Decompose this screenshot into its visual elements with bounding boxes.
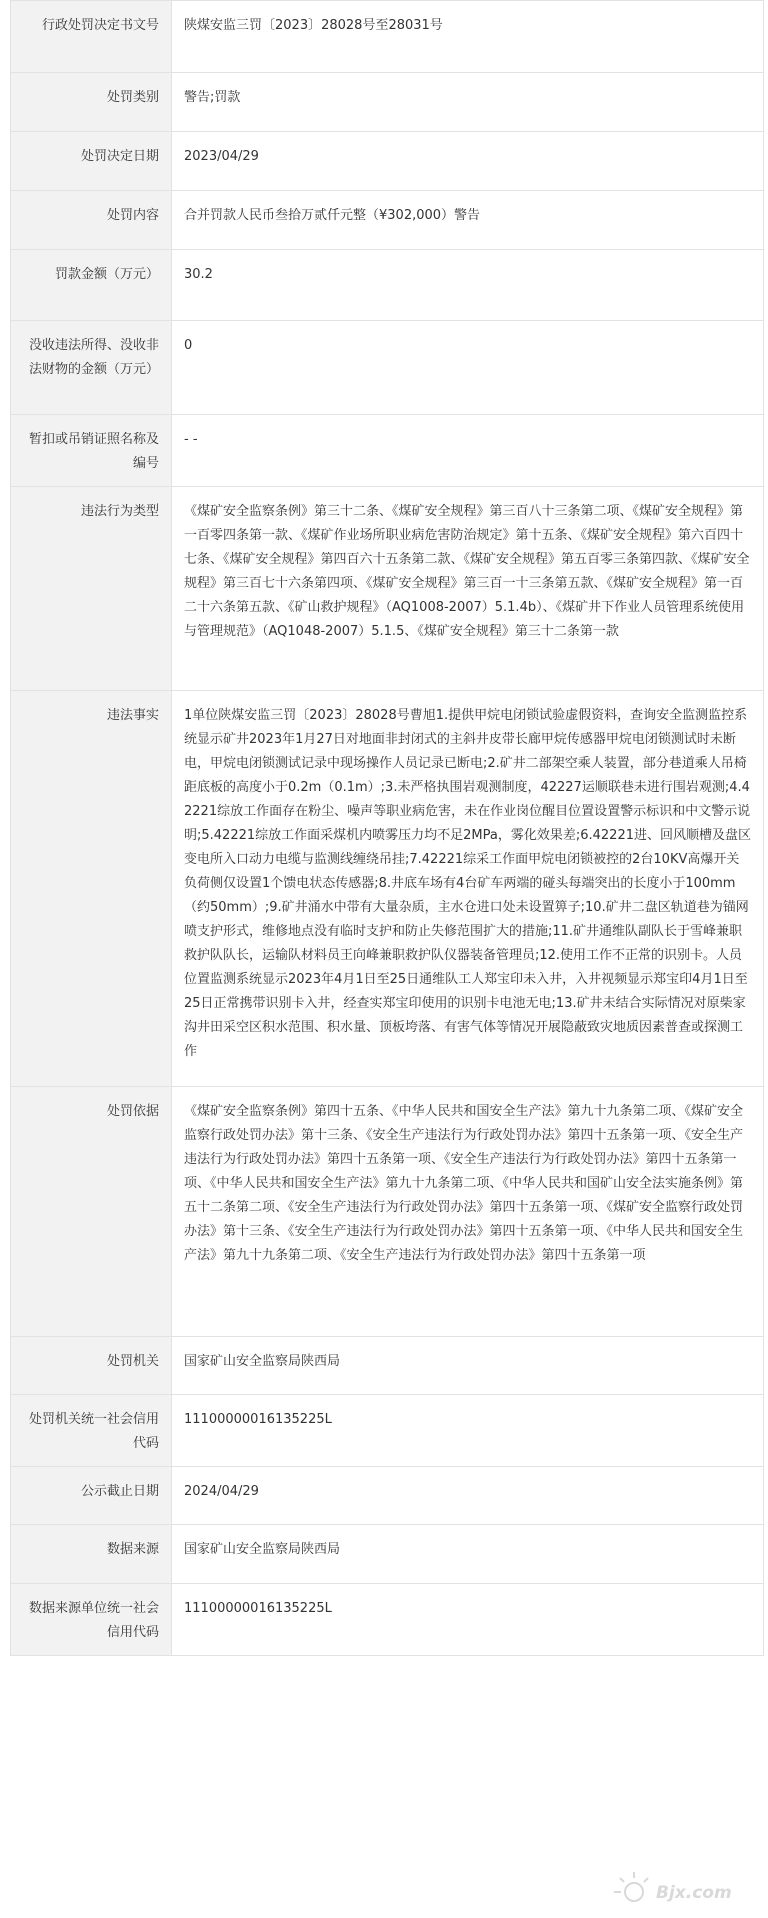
row-confiscation-amount <box>11 321 764 415</box>
label-violation-type: 违法行为类型 <box>11 487 172 691</box>
penalty-info-table <box>10 0 764 1656</box>
label-confiscation-amount: 没收违法所得、没收非法财物的金额（万元） <box>11 321 172 415</box>
row-decision-number <box>11 1 764 73</box>
label-violation-facts: 违法事实 <box>11 691 172 1087</box>
watermark-text: Bjx.com <box>656 1883 732 1903</box>
row-source-credit-code <box>11 1584 764 1656</box>
label-decision-number: 行政处罚决定书文号 <box>11 1 172 73</box>
value-publicity-deadline: 2024/04/29 <box>172 1467 764 1525</box>
row-fine-amount <box>11 250 764 321</box>
value-data-source: 国家矿山安全监察局陕西局 <box>172 1525 764 1584</box>
label-source-credit-code: 数据来源单位统一社会信用代码 <box>11 1584 172 1656</box>
row-violation-facts <box>11 691 764 1087</box>
value-decision-number: 陕煤安监三罚〔2023〕28028号至28031号 <box>172 1 764 73</box>
label-data-source: 数据来源 <box>11 1525 172 1584</box>
value-violation-facts: 1单位陕煤安监三罚〔2023〕28028号曹旭1.提供甲烷电闭锁试验虚假资料，查询安全监测监控系统显示矿井2023年1月27日对地面非封闭式的主斜井皮带长廊甲烷传感器甲烷电闭锁测试时未断电，甲烷电闭锁测试记录中现场操作人员记录已断电;2.矿井二部架空乘人装置，部分巷道乘人吊椅距底板的高度小于0.2m（0.1m）;3.未严格执围岩观测制度，42227运顺联巷未进行围岩观测;4.42221综放工作面存在粉尘、噪声等职业病危害，未在作业岗位醒目位置设置警示标识和中文警示说明;5.42221综放工作面采煤机内喷雾压力均不足2MPa，雾化效果差;6.42221进、回风顺槽及盘区变电所入口动力电缆与监测线缠绕吊挂;7.42221综采工作面甲烷电闭锁被控的2台10KV高爆开关负荷侧仅设置1个馈电状态传感器;8.井底车场有4台矿车两端的碰头每端突出的长度小于100mm（约50mm）;9.矿井涌水中带有大量杂质，主水仓进口处未设置箅子;10.矿井二盘区轨道巷为锚网喷支护形式，维修地点没有临时支护和防止失修范围扩大的措施;11.矿井通维队副队长于雪峰兼职救护队队长，运输队材料员王向峰兼职救护队仪器装备管理员;12.使用工作不正常的识别卡。人员位置监测系统显示2023年4月1日至25日通维队工人郑宝印未入井，入井视频显示郑宝印4月1日至25日正常携带识别卡入井，经查实郑宝印使用的识别卡电池无电;13.矿井未结合实际情况对原柴家沟井田采空区积水范围、积水量、顶板垮落、有害气体等情况开展隐蔽致灾地质因素普查或探测工作 <box>172 691 764 1087</box>
label-fine-amount: 罚款金额（万元） <box>11 250 172 321</box>
label-authority-credit-code: 处罚机关统一社会信用代码 <box>11 1395 172 1467</box>
label-penalty-content: 处罚内容 <box>11 191 172 250</box>
label-license-suspension: 暂扣或吊销证照名称及编号 <box>11 415 172 487</box>
row-penalty-authority <box>11 1337 764 1395</box>
value-authority-credit-code: 11100000016135225L <box>172 1395 764 1467</box>
sun-icon <box>614 1872 648 1901</box>
row-penalty-basis <box>11 1087 764 1337</box>
watermark-logo <box>612 1864 762 1916</box>
row-penalty-content <box>11 191 764 250</box>
label-publicity-deadline: 公示截止日期 <box>11 1467 172 1525</box>
label-penalty-category: 处罚类别 <box>11 73 172 132</box>
value-decision-date: 2023/04/29 <box>172 132 764 191</box>
value-penalty-category: 警告;罚款 <box>172 73 764 132</box>
row-penalty-category <box>11 73 764 132</box>
value-confiscation-amount: 0 <box>172 321 764 415</box>
label-decision-date: 处罚决定日期 <box>11 132 172 191</box>
value-license-suspension: - - <box>172 415 764 487</box>
label-penalty-basis: 处罚依据 <box>11 1087 172 1337</box>
label-penalty-authority: 处罚机关 <box>11 1337 172 1395</box>
row-license-suspension <box>11 415 764 487</box>
row-decision-date <box>11 132 764 191</box>
value-penalty-authority: 国家矿山安全监察局陕西局 <box>172 1337 764 1395</box>
value-penalty-basis: 《煤矿安全监察条例》第四十五条、《中华人民共和国安全生产法》第九十九条第二项、《煤矿安全监察行政处罚办法》第十三条、《安全生产违法行为行政处罚办法》第四十五条第一项、《安全生产违法行为行政处罚办法》第四十五条第一项、《安全生产违法行为行政处罚办法》第四十五条第一项、《中华人民共和国安全生产法》第九十九条第二项、《中华人民共和国矿山安全法实施条例》第五十二条第二项、《安全生产违法行为行政处罚办法》第四十五条第一项、《煤矿安全监察行政处罚办法》第十三条、《安全生产违法行为行政处罚办法》第四十五条第一项、《中华人民共和国安全生产法》第九十九条第二项、《安全生产违法行为行政处罚办法》第四十五条第一项 <box>172 1087 764 1337</box>
value-penalty-content: 合并罚款人民币叁拾万贰仟元整（¥302,000）警告 <box>172 191 764 250</box>
row-publicity-deadline <box>11 1467 764 1525</box>
row-violation-type <box>11 487 764 691</box>
row-authority-credit-code <box>11 1395 764 1467</box>
value-fine-amount: 30.2 <box>172 250 764 321</box>
row-data-source <box>11 1525 764 1584</box>
value-source-credit-code: 11100000016135225L <box>172 1584 764 1656</box>
value-violation-type: 《煤矿安全监察条例》第三十二条、《煤矿安全规程》第三百八十三条第二项、《煤矿安全规程》第一百零四条第一款、《煤矿作业场所职业病危害防治规定》第十五条、《煤矿安全规程》第六百四十七条、《煤矿安全规程》第四百六十五条第二款、《煤矿安全规程》第五百零三条第四款、《煤矿安全规程》第三百七十六条第四项、《煤矿安全规程》第三百一十三条第五款、《煤矿安全规程》第一百二十六条第五款、《矿山救护规程》（AQ1008-2007）5.1.4b）、《煤矿井下作业人员管理系统使用与管理规范》（AQ1048-2007）5.1.5、《煤矿安全规程》第三十二条第一款 <box>172 487 764 691</box>
